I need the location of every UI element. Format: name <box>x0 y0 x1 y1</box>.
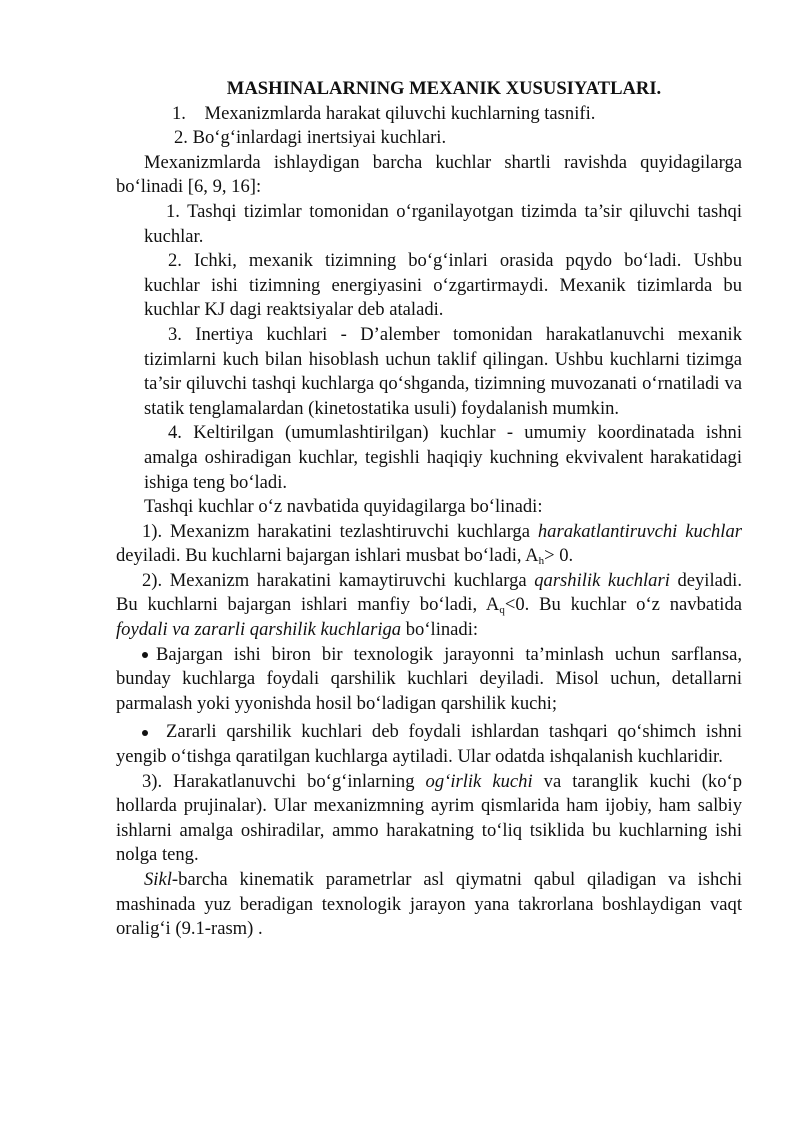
plan-item-2: 2. Bo‘g‘inlardagi inertsiyai kuchlari. <box>174 127 447 149</box>
item2-text: 2). Mexanizm harakatini kamaytiruvchi kuchlarga <box>142 569 535 591</box>
item1-text-after: deyiladi. Bu kuchlarni bajargan ishlari musbat bo‘ladi, A <box>116 545 539 567</box>
plan-item-1: 1. Mexanizmlarda harakat qiluvchi kuchlarning tasnifi. <box>172 102 596 124</box>
bullet-harmful-resistance <box>116 720 742 769</box>
item3-term: og‘irlik kuchi <box>425 770 533 792</box>
item3-text: 3). Harakatlanuvchi bo‘g‘inlarning <box>142 770 426 792</box>
cycle-term: Sikl <box>144 869 172 890</box>
list-item-gravity-forces <box>116 770 742 868</box>
item2-text-end: bo‘linadi: <box>401 619 479 641</box>
item2-term2: foydali va zararli qarshilik kuchlariga <box>116 619 402 641</box>
page-title: MASHINALARNING MEXANIK XUSUSIYATLARI. <box>226 78 662 99</box>
force-type-3: 3. Inertiya kuchlari - D’alember tomonidan harakatlanuvchi mexanik tizimlarni kuch bilan hisoblash uchun taklif qilingan. Ushbu kuchlarni tizimga ta’sir qiluvchi tashqi kuchlarga qo‘shganda, tizimning muvozanati o‘rnatiladi va statik tenglamalardan (kinetostatika usuli) foydalanish mumkin. <box>144 323 742 419</box>
document-body <box>116 77 752 942</box>
external-forces-intro: Tashqi kuchlar o‘z navbatida quyidagilarga bo‘linadi: <box>144 496 543 518</box>
force-type-2: 2. Ichki, mexanik tizimning bo‘g‘inlari orasida pqydo bo‘ladi. Ushbu kuchlar ishi tizimning energiyasini o‘zgartirmaydi. Mexanik tizimlarda bu kuchlar KJ dagi reaktsiyalar deb ataladi. <box>144 250 742 321</box>
item3-text-after: va taranglik kuchi (ko‘p hollarda prujinalar). Ular mexanizmning ayrim qismlarida ham ijobiy, ham salbiy ishlarni amalga oshiradilar, ammo harakatning to‘liq tsiklida bu kuchlarning ishi nolga teng. <box>116 770 742 866</box>
item1-text-end: > 0. <box>544 545 574 567</box>
bullet-text-2: Zararli qarshilik kuchlari deb foydali ishlardan tashqari qo‘shimch ishni yengib o‘tishga qaratilgan kuchlarga aytiladi. Ular odatda ishqalanish kuchlaridir. <box>116 721 742 768</box>
force-type-4: 4. Keltirilgan (umumlashtirilgan) kuchlar - umumiy koordinatada ishni amalga oshiradigan kuchlar, tegishli haqiqiy kuchning ekvivalent harakatidagi ishiga teng bo‘ladi. <box>144 422 742 493</box>
item1-subscript: h <box>538 555 545 568</box>
cycle-definition <box>116 868 742 942</box>
force-type-1: 1. Tashqi tizimlar tomonidan o‘rganilayotgan tizimda ta’sir qiluvchi tashqi kuchlar. <box>144 200 742 247</box>
cycle-text: -barcha kinematik parametrlar asl qiymatni qabul qiladigan va ishchi mashinada yuz beradigan texnologik jarayon yana takrorlana boshlaydigan vaqt oralig‘i (9.1-rasm) . <box>116 869 742 940</box>
item1-term: harakatlantiruvchi kuchlar <box>537 520 742 542</box>
item2-term: qarshilik kuchlari <box>534 569 670 591</box>
bullet-dot-icon <box>142 730 148 736</box>
intro-paragraph: Mexanizmlarda ishlaydigan barcha kuchlar shartli ravishda quyidagilarga bo‘linadi [6, 9, 16]: <box>116 151 742 198</box>
item2-subscript: q <box>499 604 505 617</box>
list-item-resistance-forces <box>116 569 752 643</box>
list-item-driving-forces <box>116 520 742 569</box>
bullet-dot-icon <box>142 652 148 658</box>
item2-text-mid2: <0. Bu kuchlar o‘z navbatida <box>504 594 752 616</box>
item1-text: 1). Mexanizm harakatini tezlashtiruvchi kuchlarga <box>142 520 538 542</box>
item2-text-mid: deyiladi. Bu kuchlarni bajargan ishlari manfiy bo‘ladi, A <box>116 569 742 616</box>
bullet-useful-resistance <box>116 643 742 717</box>
bullet-text-1: Bajargan ishi biron bir texnologik jarayonni ta’minlash uchun sarflansa, bunday kuchlarga foydali qarshilik kuchlari deyiladi. Misol uchun, detallarni parmalash yoki yyonishda hosil bo‘ladigan qarshilik kuchi; <box>116 643 742 714</box>
